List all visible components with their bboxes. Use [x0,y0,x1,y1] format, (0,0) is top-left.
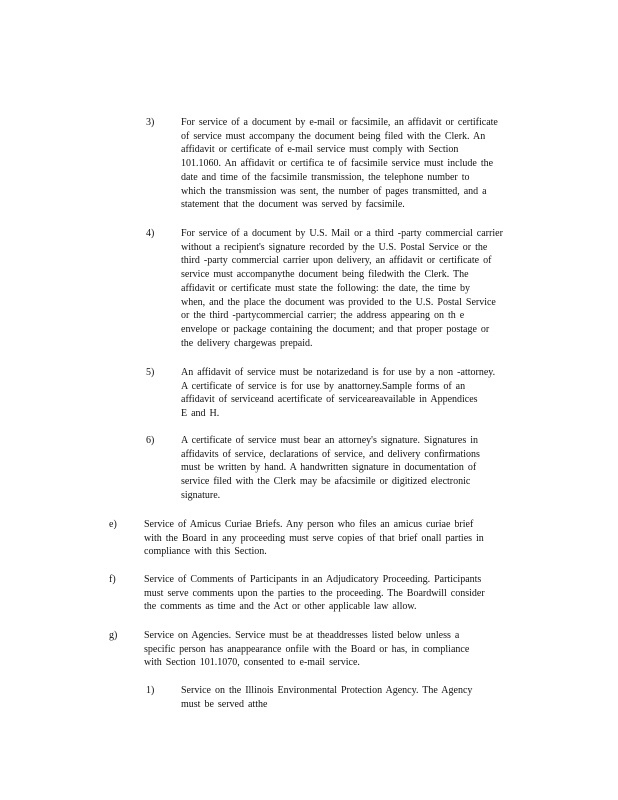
subsection-label: 5) [146,367,155,378]
section-text [144,629,536,670]
text-line: affidavit or certificate must state the following: the date, the time by [181,282,471,294]
text-line: must serve comments upon the parties to the proceeding. The Boardwill consider [144,587,485,599]
text-line: compliance with this Section. [144,546,267,558]
section-text [144,573,536,614]
text-line: For service of a document by U.S. Mail or a third -party commercial carrier [181,228,503,239]
subsection-text [181,684,537,711]
text-line: must be served atthe [181,698,268,710]
text-line: For service of a document by e-mail or facsimile, an affidavit or certificate [181,117,498,128]
text-line: or the third -partycommercial carrier; the address appearing on th e [181,310,465,322]
subsection-text [181,227,537,350]
subsection-text [181,116,537,212]
subsection-text [181,366,537,421]
text-line: which the transmission was sent, the number of pages transmitted, and a [181,185,487,197]
subsection-label: 6) [146,435,155,446]
subsection-label: 3) [146,117,155,128]
subsection-text [181,434,537,503]
text-line: date and time of the facsimile transmission, the telephone number to [181,171,470,183]
text-line: service filed with the Clerk may be afacsimile or digitized electronic [181,476,471,488]
section-label: g) [109,630,118,641]
text-line: affidavit of serviceand acertificate of serviceareavailable in Appendices [181,394,478,406]
text-line: signature. [181,489,221,501]
text-line: when, and the place the document was provided to the U.S. Postal Service [181,296,496,308]
text-line: Service of Amicus Curiae Briefs. Any person who files an amicus curiae brief [144,519,474,530]
section-label: e) [109,519,117,530]
text-line: with the Board in any proceeding must serve copies of that brief onall parties in [144,532,484,544]
text-line: service must accompanythe document being filedwith the Clerk. The [181,269,469,281]
subsection-label: 1) [146,685,155,696]
text-line: of service must accompany the document being filed with the Clerk. An [181,130,486,142]
text-line: must be written by hand. A handwritten signature in documentation of [181,462,477,474]
section-text [144,518,536,559]
text-line: An affidavit of service must be notarizedand is for use by a non -attorney. [181,367,496,378]
text-line: affidavit or certificate of e-mail service must comply with Section [181,144,459,156]
text-line: A certificate of service is for use by anattorney.Sample forms of an [181,380,466,392]
text-line: affidavits of service, declarations of service, and delivery confirmations [181,448,480,460]
text-line: third -party commercial carrier upon delivery, an affidavit or certificate of [181,255,492,267]
text-line: Service of Comments of Participants in an Adjudicatory Proceeding. Participants [144,574,482,585]
text-line: Service on the Illinois Environmental Protection Agency. The Agency [181,685,473,696]
text-line: envelope or package containing the document; and that proper postage or [181,323,490,335]
text-line: specific person has anappearance onfile with the Board or has, in compliance [144,643,470,655]
text-line: E and H. [181,408,220,420]
text-line: 101.1060. An affidavit or certifica te of facsimile service must include the [181,158,494,170]
text-line: the comments as time and the Act or other applicable law allow. [144,601,417,613]
text-line: Service on Agencies. Service must be at theaddresses listed below unless a [144,630,460,641]
text-line: A certificate of service must bear an attorney's signature. Signatures in [181,435,478,446]
subsection-label: 4) [146,228,155,239]
text-line: without a recipient's signature recorded by the U.S. Postal Service or the [181,241,488,253]
section-label: f) [109,574,116,585]
text-line: the delivery chargewas prepaid. [181,337,313,349]
text-line: with Section 101.1070, consented to e-mail service. [144,657,360,669]
text-line: statement that the document was served by facsimile. [181,199,405,211]
